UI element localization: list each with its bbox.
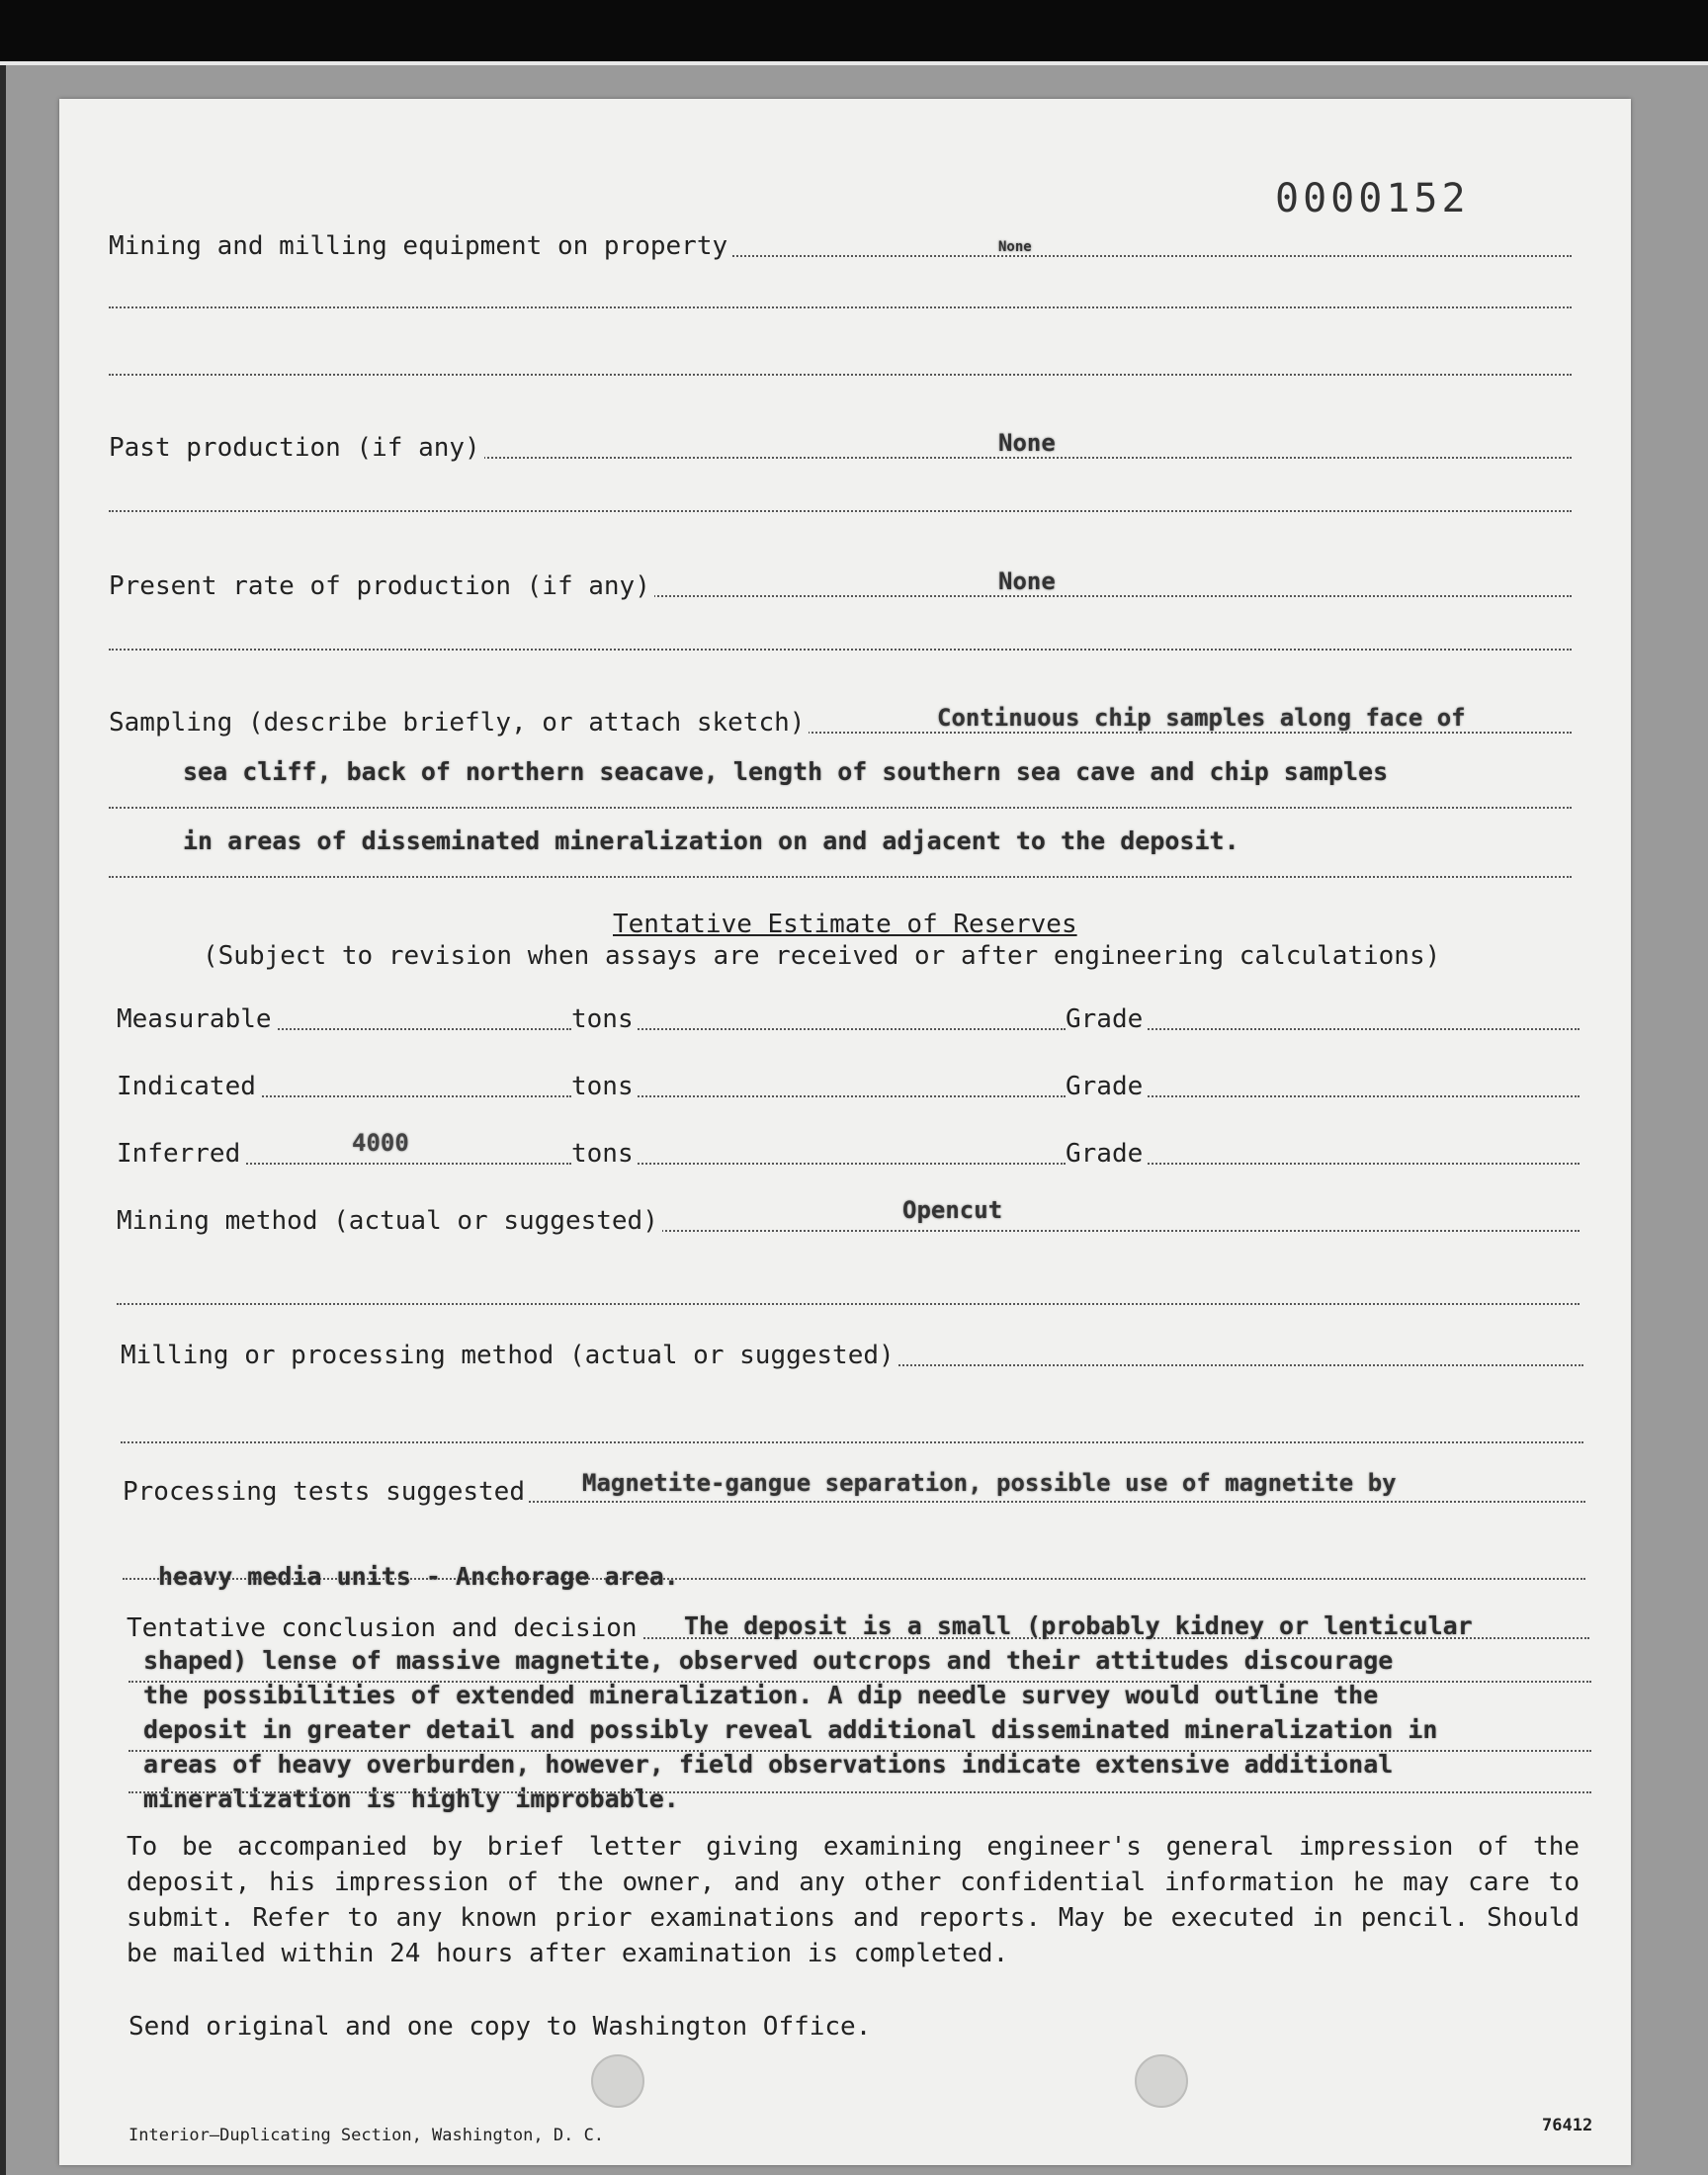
sampling-value-line-1: Continuous chip samples along face of [937, 704, 1466, 732]
mining-method-label: Mining method (actual or suggested) [117, 1206, 662, 1236]
form-number: 0000152 [1275, 176, 1470, 221]
send-note: Send original and one copy to Washington Office. [128, 2012, 872, 2042]
dotted-line [571, 1095, 1066, 1097]
conclusion-line-2: shaped) lense of massive magnetite, observed outcrops and their attitudes discourage [143, 1646, 1394, 1675]
reserves-title: Tentative Estimate of Reserves [613, 910, 1077, 939]
mining-equipment-value: None [998, 239, 1032, 255]
footer-imprint: Interior—Duplicating Section, Washington, D. C. [128, 2126, 605, 2145]
scan-left-edge [0, 65, 6, 2175]
conclusion-label: Tentative conclusion and decision [127, 1613, 641, 1643]
reserve-row-measurable [117, 999, 1580, 1038]
mining-equipment-label: Mining and milling equipment on property [109, 231, 731, 261]
blank-line [109, 807, 1572, 809]
reserve-label: Measurable [117, 1004, 276, 1034]
tons-label: tons [571, 1004, 638, 1034]
form-code: 76412 [1542, 2116, 1593, 2135]
blank-line [109, 649, 1572, 651]
processing-tests-line-2: heavy media units - Anchorage area. [158, 1562, 679, 1591]
milling-method-row [121, 1335, 1583, 1374]
past-production-label: Past production (if any) [109, 433, 484, 463]
conclusion-line-5: areas of heavy overburden, however, field observations indicate extensive additional [143, 1750, 1394, 1779]
reserve-row-indicated [117, 1066, 1580, 1105]
conclusion-line-6: mineralization is highly improbable. [143, 1784, 679, 1813]
blank-line [109, 306, 1572, 308]
dotted-line [571, 1028, 1066, 1030]
processing-tests-label: Processing tests suggested [123, 1477, 529, 1507]
reserve-label: Indicated [117, 1072, 260, 1101]
mining-equipment-row [109, 225, 1572, 265]
grade-label: Grade [1066, 1072, 1147, 1101]
punch-hole [591, 2054, 644, 2108]
scan-top-band [0, 0, 1708, 65]
form-page [59, 99, 1631, 2165]
present-rate-row [109, 566, 1572, 605]
processing-tests-line-1: Magnetite-gangue separation, possible use of magnetite by [582, 1469, 1397, 1497]
present-rate-value: None [998, 567, 1056, 595]
reserve-value: 4000 [352, 1129, 409, 1157]
instructions-paragraph: To be accompanied by brief letter giving examining engineer's general impression of the deposit, his impression of the owner, and any other confidential information he may care to submit. Refer to any known prior examinations and reports. May be executed in pencil. Should be mailed within 24 hours after examination is completed. [127, 1832, 1580, 1968]
past-production-row [109, 427, 1572, 467]
blank-line [109, 876, 1572, 878]
mining-method-row [117, 1196, 1580, 1240]
blank-line [109, 510, 1572, 512]
grade-label: Grade [1066, 1139, 1147, 1169]
sampling-value-line-3: in areas of disseminated mineralization on and adjacent to the deposit. [183, 826, 1239, 855]
grade-label: Grade [1066, 1004, 1147, 1034]
sampling-row [109, 702, 1572, 741]
mining-method-value: Opencut [902, 1196, 1003, 1224]
reserve-row-inferred [117, 1129, 1580, 1173]
reserve-label: Inferred [117, 1139, 244, 1169]
dotted-line [571, 1163, 1066, 1165]
sampling-value-line-2: sea cliff, back of northern seacave, length of southern sea cave and chip samples [183, 757, 1389, 786]
sampling-label: Sampling (describe briefly, or attach sketch) [109, 708, 809, 738]
blank-line [117, 1303, 1580, 1305]
milling-method-label: Milling or processing method (actual or suggested) [121, 1341, 898, 1370]
conclusion-line-4: deposit in greater detail and possibly reveal additional disseminated mineralization in [143, 1715, 1438, 1744]
conclusion-line-1: The deposit is a small (probably kidney or lenticular [684, 1611, 1473, 1640]
past-production-value: None [998, 429, 1056, 457]
tons-label: tons [571, 1072, 638, 1101]
blank-line [121, 1441, 1583, 1443]
blank-line [109, 374, 1572, 376]
reserves-subtitle: (Subject to revision when assays are received or after engineering calculations) [203, 941, 1441, 971]
punch-hole [1135, 2054, 1188, 2108]
conclusion-line-3: the possibilities of extended mineralization. A dip needle survey would outline the [143, 1681, 1379, 1709]
processing-tests-row [123, 1471, 1585, 1511]
present-rate-label: Present rate of production (if any) [109, 571, 654, 601]
tons-label: tons [571, 1139, 638, 1169]
